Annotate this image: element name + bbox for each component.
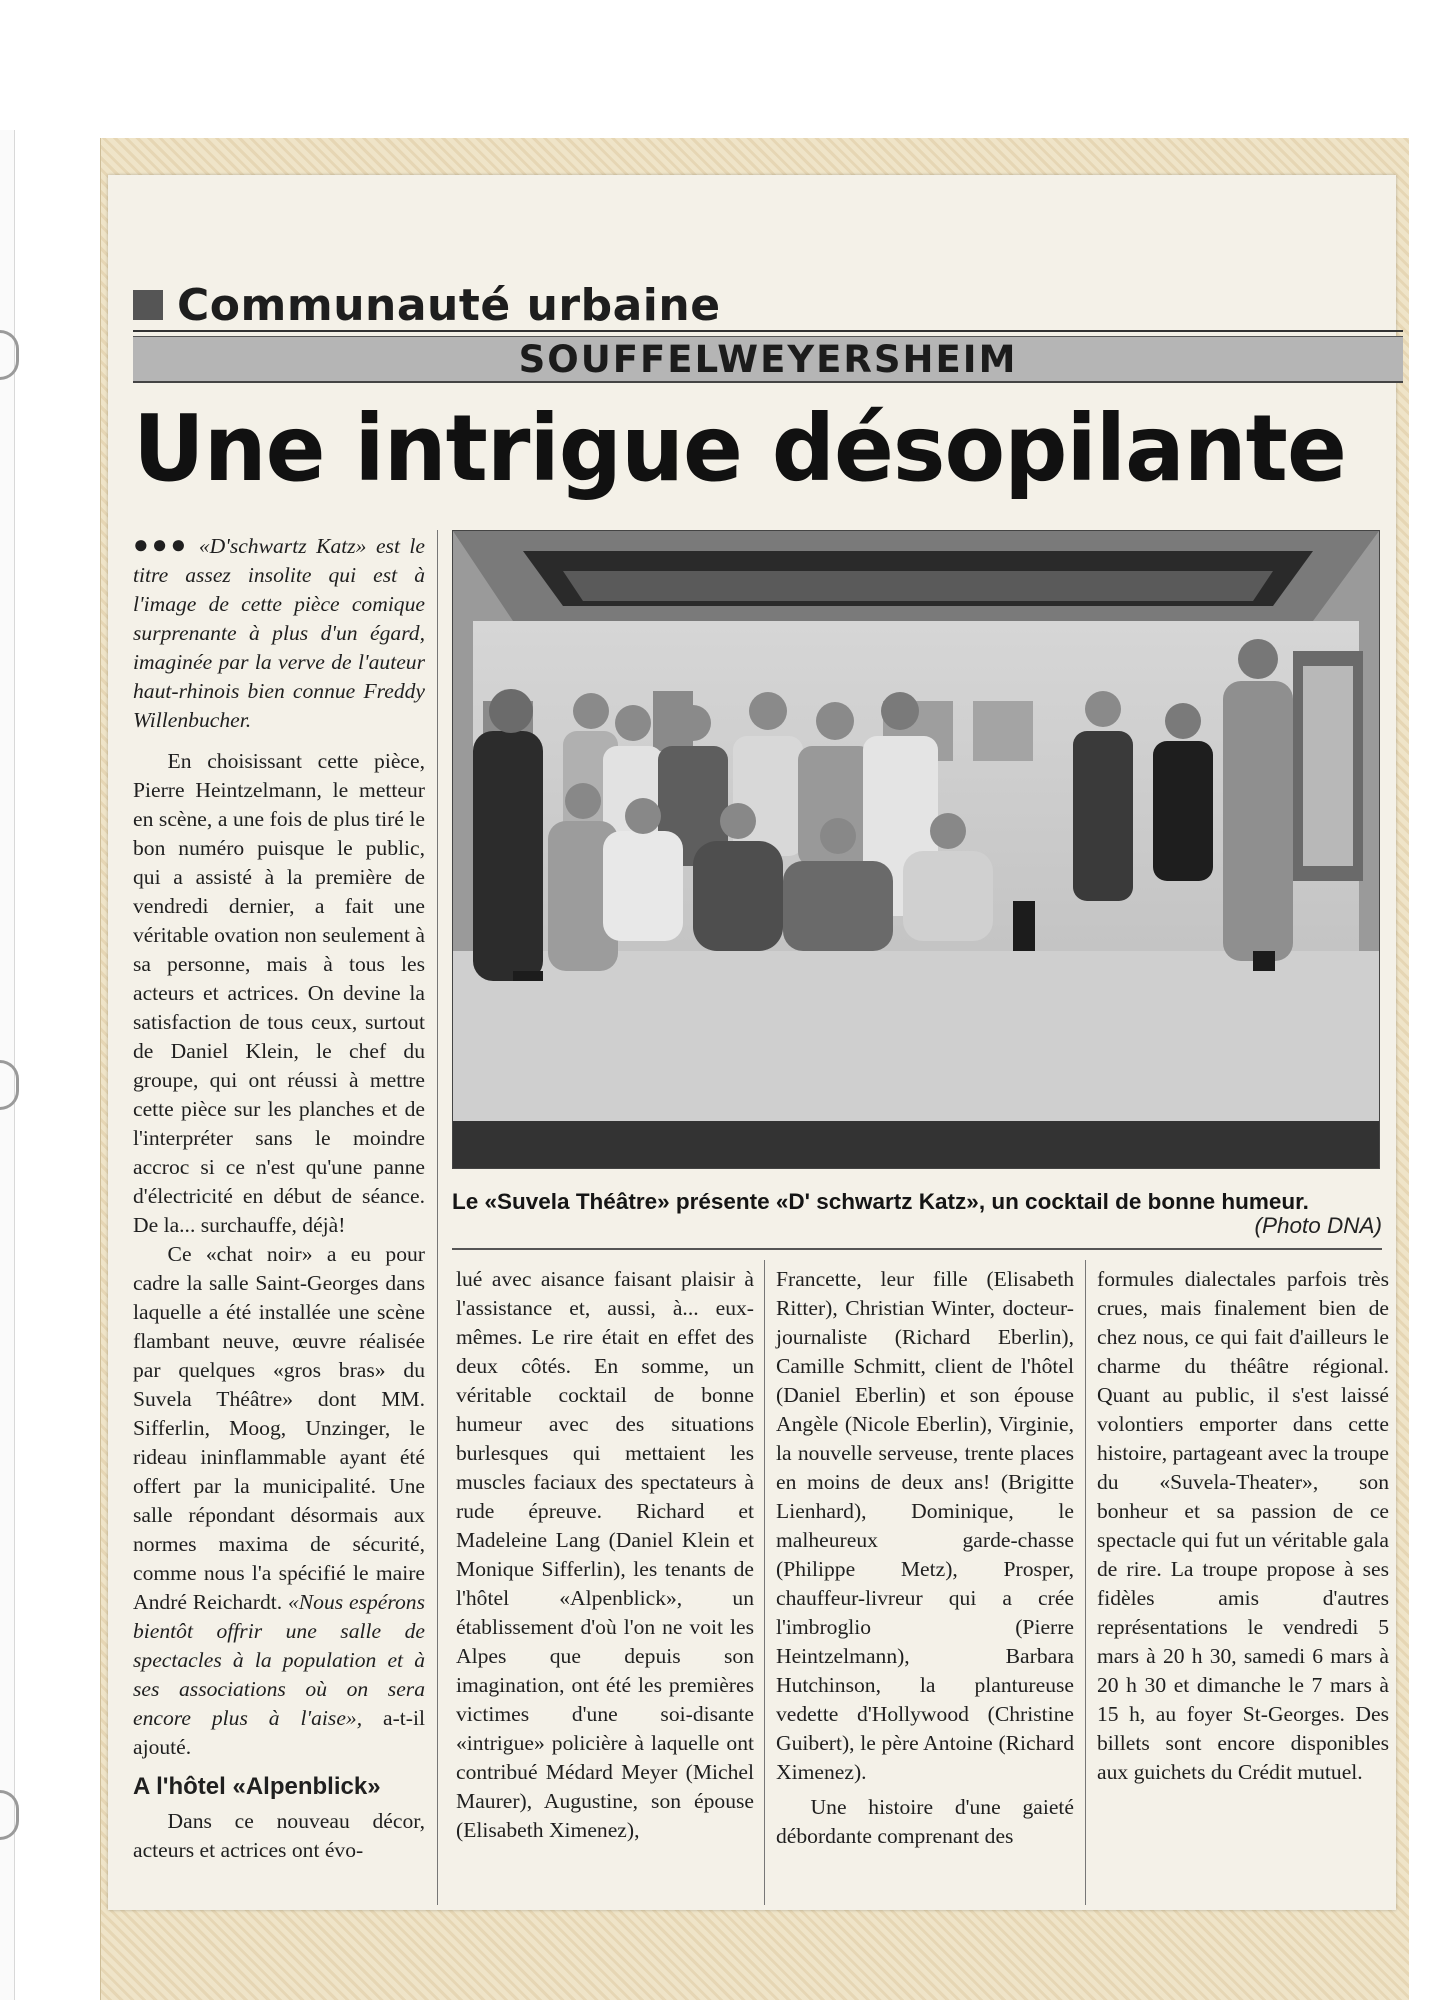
section-kicker xyxy=(133,280,721,330)
troupe-photo xyxy=(452,530,1380,1169)
binder-ring xyxy=(0,1790,19,1840)
binder-ring xyxy=(0,1060,19,1110)
article-column-2 xyxy=(456,1265,754,1845)
article-headline: Une intrigue désopilante xyxy=(133,395,1346,502)
town-banner xyxy=(133,336,1403,383)
column-rule xyxy=(437,530,438,1905)
paragraph: En choisissant cette pièce, Pierre Heintzelmann, le metteur en scène, a une fois de plus tiré le bon numéro puisque le public, qui a assisté à la première de vendredi dernier, a fait une véritable ovation non seulement à sa personne, mais à tous les acteurs et actrices. On devine la satisfaction de tous ceux, surtout de Daniel Klein, le chef du groupe, qui ont réussi à mettre cette pièce sur les planches et de l'interpréter sans le moindre accroc si ce n'est qu'une panne d'électricité en début de séance. De la... surchauffe, déjà! xyxy=(133,749,425,1237)
paragraph: lué avec aisance faisant plaisir à l'assistance et, aussi, à... eux-mêmes. Le rire était en effet des deux côtés. En somme, un véritable cocktail de bonne humeur avec des situations burlesques qui mettaient les muscles faciaux des spectateurs à rude épreuve. Richard et Madeleine Lang (Daniel Klein et Monique Sifferlin), les tenants de l'hôtel «Alpenblick», un établissement d'où l'on ne voit les Alpes que depuis son imagination, ont été les premières victimes d'une soi-disante «intrigue» policière à laquelle ont contribué Médard Meyer (Michel Maurer), Augustine, son épouse (Elisabeth Ximenez), xyxy=(456,1267,754,1842)
paragraph: Dans ce nouveau décor, acteurs et actrices ont évo- xyxy=(133,1809,425,1862)
column-rule xyxy=(764,1260,765,1905)
article-column-4 xyxy=(1097,1265,1389,1787)
paragraph: Une histoire d'une gaieté débordante comprenant des xyxy=(776,1795,1074,1848)
mayor-quote: «Nous espérons bientôt offrir une salle de spectacles à la population et à ses associations où on sera encore plus à l'aise», xyxy=(133,1590,425,1730)
troupe-photo-image xyxy=(453,531,1379,1168)
binder-ring xyxy=(0,330,19,380)
kicker-square-icon xyxy=(133,290,163,320)
paragraph-text: Ce «chat noir» a eu pour cadre la salle Saint-Georges dans laquelle a été installée une scène flambant neuve, œuvre réalisée par quelques «gros bras» du Suvela Théâtre» dont MM. Sifferlin, Moog, Unzinger, le rideau ininflammable ayant été offert par la municipalité. Une salle répondant désormais aux normes maxima de sécurité, comme nous l'a spécifié le maire André Reichardt. xyxy=(133,1242,425,1614)
paragraph: formules dialectales parfois très crues, mais finalement bien de chez nous, ce qui fait d'ailleurs le charme du théâtre régional. Quant au public, il s'est laissé volontiers emporter dans cette histoire, partageant avec la troupe du «Suvela-Theater», son bonheur et sa passion de ce spectacle qui fut un véritable gala de rire. La troupe propose à ses fidèles amis d'autres représentations le vendredi 5 mars à 20 h 30, samedi 6 mars à 20 h 30 et dimanche le 7 mars à 15 h, au foyer St-Georges. Des billets sont encore disponibles aux guichets du Crédit mutuel. xyxy=(1097,1267,1389,1784)
paragraph: Francette, leur fille (Elisabeth Ritter), Christian Winter, docteur-journaliste (Richard Eberlin), Camille Schmitt, client de l'hôtel (Daniel Eberlin) et son épouse Angèle (Nicole Eberlin), Virginie, la nouvelle serveuse, trente places en moins de deux ans! (Brigitte Lienhard), Dominique, le malheureux garde-chasse (Philippe Metz), Prosper, chauffeur-livreur qui a crée l'imbroglio (Pierre Heintzelmann), Barbara Hutchinson, la plantureuse vedette d'Hollywood (Christine Guibert), le père Antoine (Richard Ximenez). xyxy=(776,1267,1074,1784)
section-title: Communauté urbaine xyxy=(177,279,721,331)
photo-credit: (Photo DNA) xyxy=(1254,1213,1382,1238)
lead-bullet-icon: ●●● xyxy=(133,530,190,559)
lead-paragraph xyxy=(133,530,425,735)
kicker-rule xyxy=(133,330,1403,332)
article-column-3 xyxy=(776,1265,1074,1851)
paragraph xyxy=(133,1240,425,1762)
article-column-1 xyxy=(133,530,425,1865)
column-rule xyxy=(1085,1260,1086,1905)
caption-rule xyxy=(452,1248,1382,1250)
paragraph-end: a-t-il ajouté. xyxy=(133,1706,425,1759)
lead-text: «D'schwartz Katz» est le titre assez insolite qui est à l'image de cette pièce comique surprenante à plus d'un égard, imaginée par la verve de l'auteur haut-rhinois bien connue Freddy Willenbucher. xyxy=(133,534,425,732)
town-name: SOUFFELWEYERSHEIM xyxy=(518,337,1018,381)
subheading: A l'hôtel «Alpenblick» xyxy=(133,1773,381,1800)
photo-caption: Le «Suvela Théâtre» présente «D' schwartz Katz», un cocktail de bonne humeur. xyxy=(452,1189,1309,1214)
